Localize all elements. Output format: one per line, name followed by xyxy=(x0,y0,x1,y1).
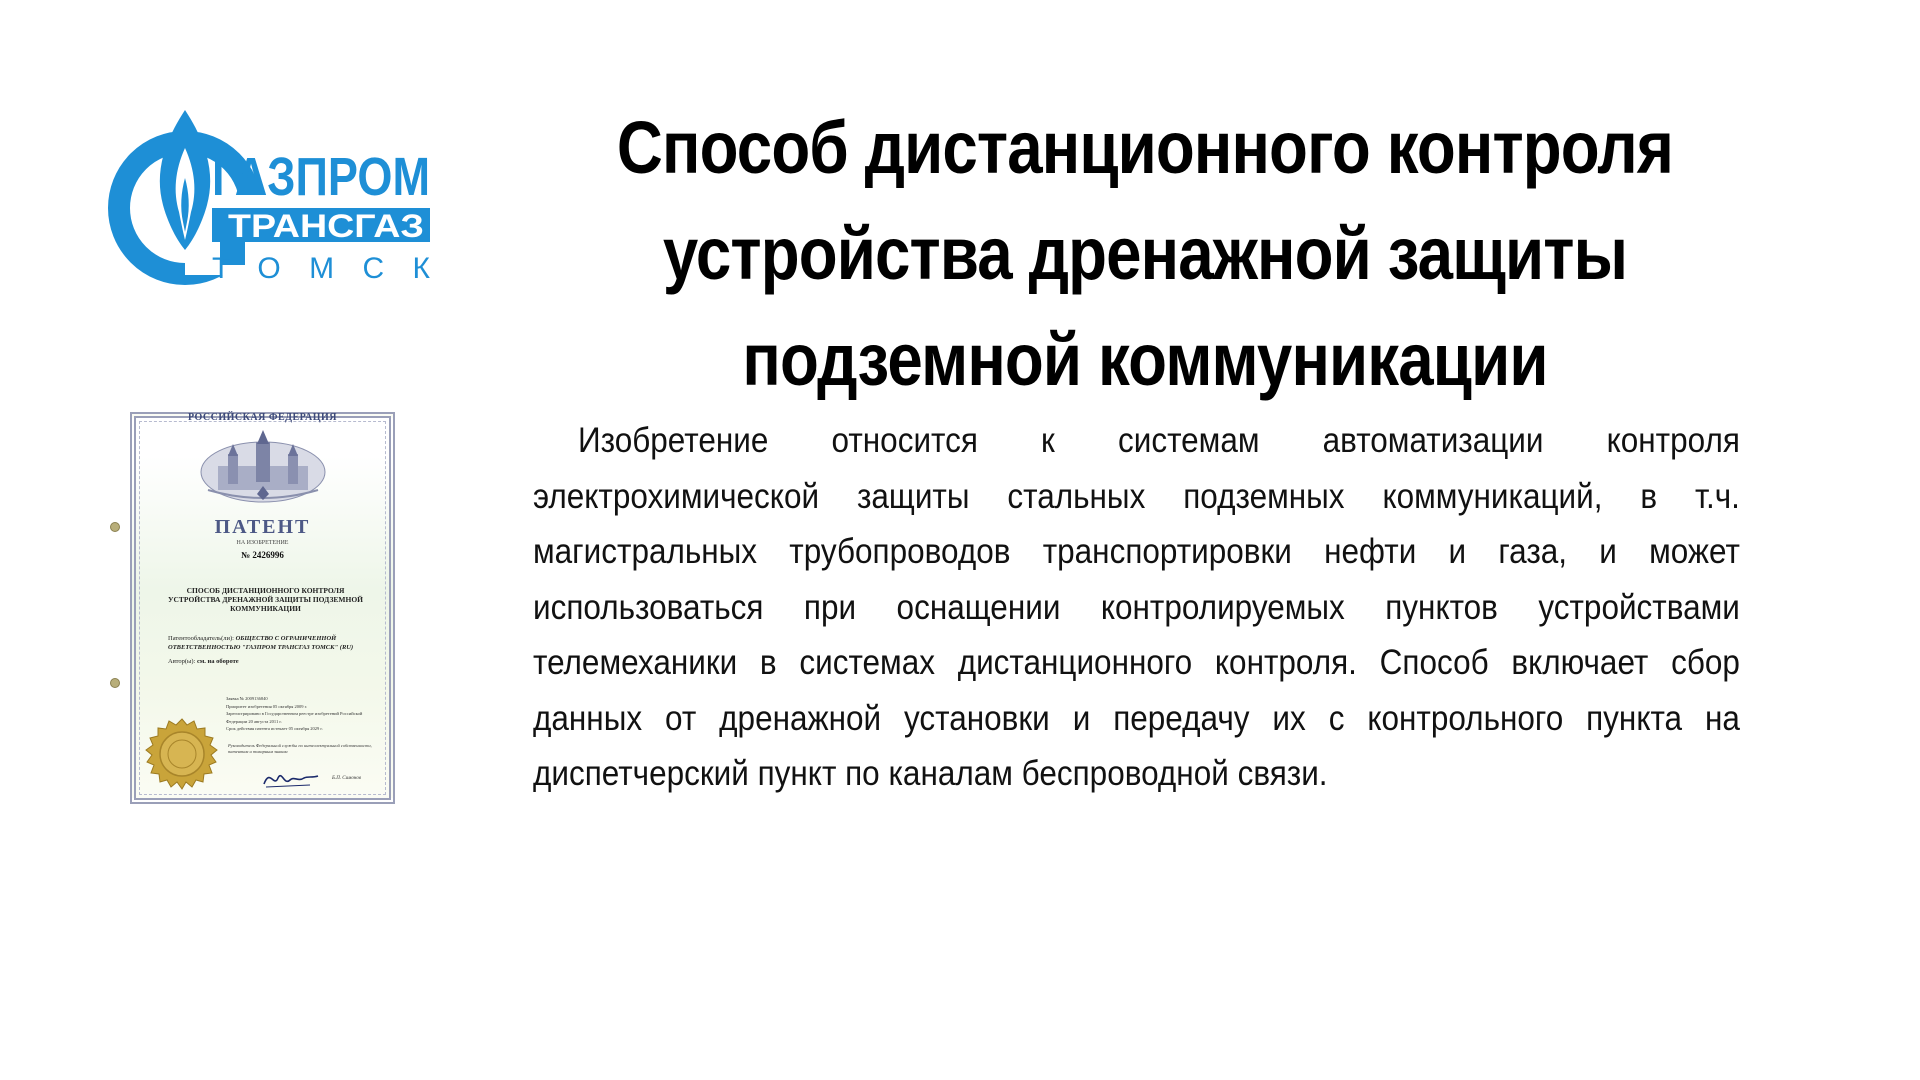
patent-footer: Руководитель Федеральной службы по интеллектуальной собственности, патентам и товарным знакам xyxy=(228,743,372,754)
patent-holder-value: ОБЩЕСТВО С ОГРАНИЧЕННОЙ ОТВЕТСТВЕННОСТЬЮ "ГАЗПРОМ ТРАНСГАЗ ТОМСК" (RU) xyxy=(168,635,354,651)
patent-name: СПОСОБ ДИСТАНЦИОННОГО КОНТРОЛЯ УСТРОЙСТВА ДРЕНАЖНОЙ ЗАЩИТЫ ПОДЗЕМНОЙ КОММУНИКАЦИИ xyxy=(167,586,364,613)
patent-number: № 2426996 xyxy=(241,550,284,560)
patent-authors-value: см. на обороте xyxy=(196,658,239,665)
gazprom-flame-logo-icon xyxy=(100,100,430,290)
patent-holder-label: Патентообладатель(ли): xyxy=(168,635,234,642)
patent-holder xyxy=(168,634,371,652)
patent-for-label: НА ИЗОБРЕТЕНИЕ xyxy=(236,540,289,546)
patent-details xyxy=(226,695,375,733)
patent-signer: Б.П. Симонов xyxy=(332,776,361,781)
patent-registered: Зарегистрировано в Государственном реестре изобретений Российской Федерации 20 августа 2011 г. xyxy=(226,711,363,724)
patent-expiry: Срок действия патента истекает 05 октября 2029 г. xyxy=(226,726,323,731)
patent-header: РОССИЙСКАЯ ФЕДЕРАЦИЯ xyxy=(187,412,337,423)
binder-hole xyxy=(110,678,120,688)
logo-line2: ТРАНСГАЗ xyxy=(228,208,424,244)
page-title: Способ дистанционного контроля устройства дренажной защиты подземной коммуникации xyxy=(616,106,1674,401)
description-paragraph: Изобретение относится к системам автоматизации контроля электрохимической защиты стальных подземных коммуникаций, в т.ч. магистральных трубопроводов транспортировки нефти и газа, и может использоваться при оснащении контролируемых пунктов устройствами телемеханики в системах дистанционного контроля. Способ включает сбор данных от дренажной установки и передачу их с контрольного пункта на диспетчерский пункт по каналам беспроводной связи. xyxy=(533,421,1740,793)
gazprom-transgaz-tomsk-logo xyxy=(100,100,430,290)
logo-line3: ТОМСК xyxy=(212,252,430,285)
patent-word: ПАТЕНТ xyxy=(214,516,311,538)
signature-icon xyxy=(260,766,320,790)
logo-line1: ГАЗПРОМ xyxy=(212,147,430,207)
binder-hole xyxy=(110,522,120,532)
patent-priority: Приоритет изобретения 05 октября 2009 г. xyxy=(226,703,308,709)
patent-authors-label: Автор(ы): xyxy=(168,658,196,665)
kremlin-emblem-icon xyxy=(188,428,338,508)
patent-certificate-image xyxy=(130,412,395,804)
gold-seal-icon xyxy=(146,718,218,790)
patent-application: Заявка № 2009136840 xyxy=(226,696,268,701)
patent-authors xyxy=(168,658,239,665)
